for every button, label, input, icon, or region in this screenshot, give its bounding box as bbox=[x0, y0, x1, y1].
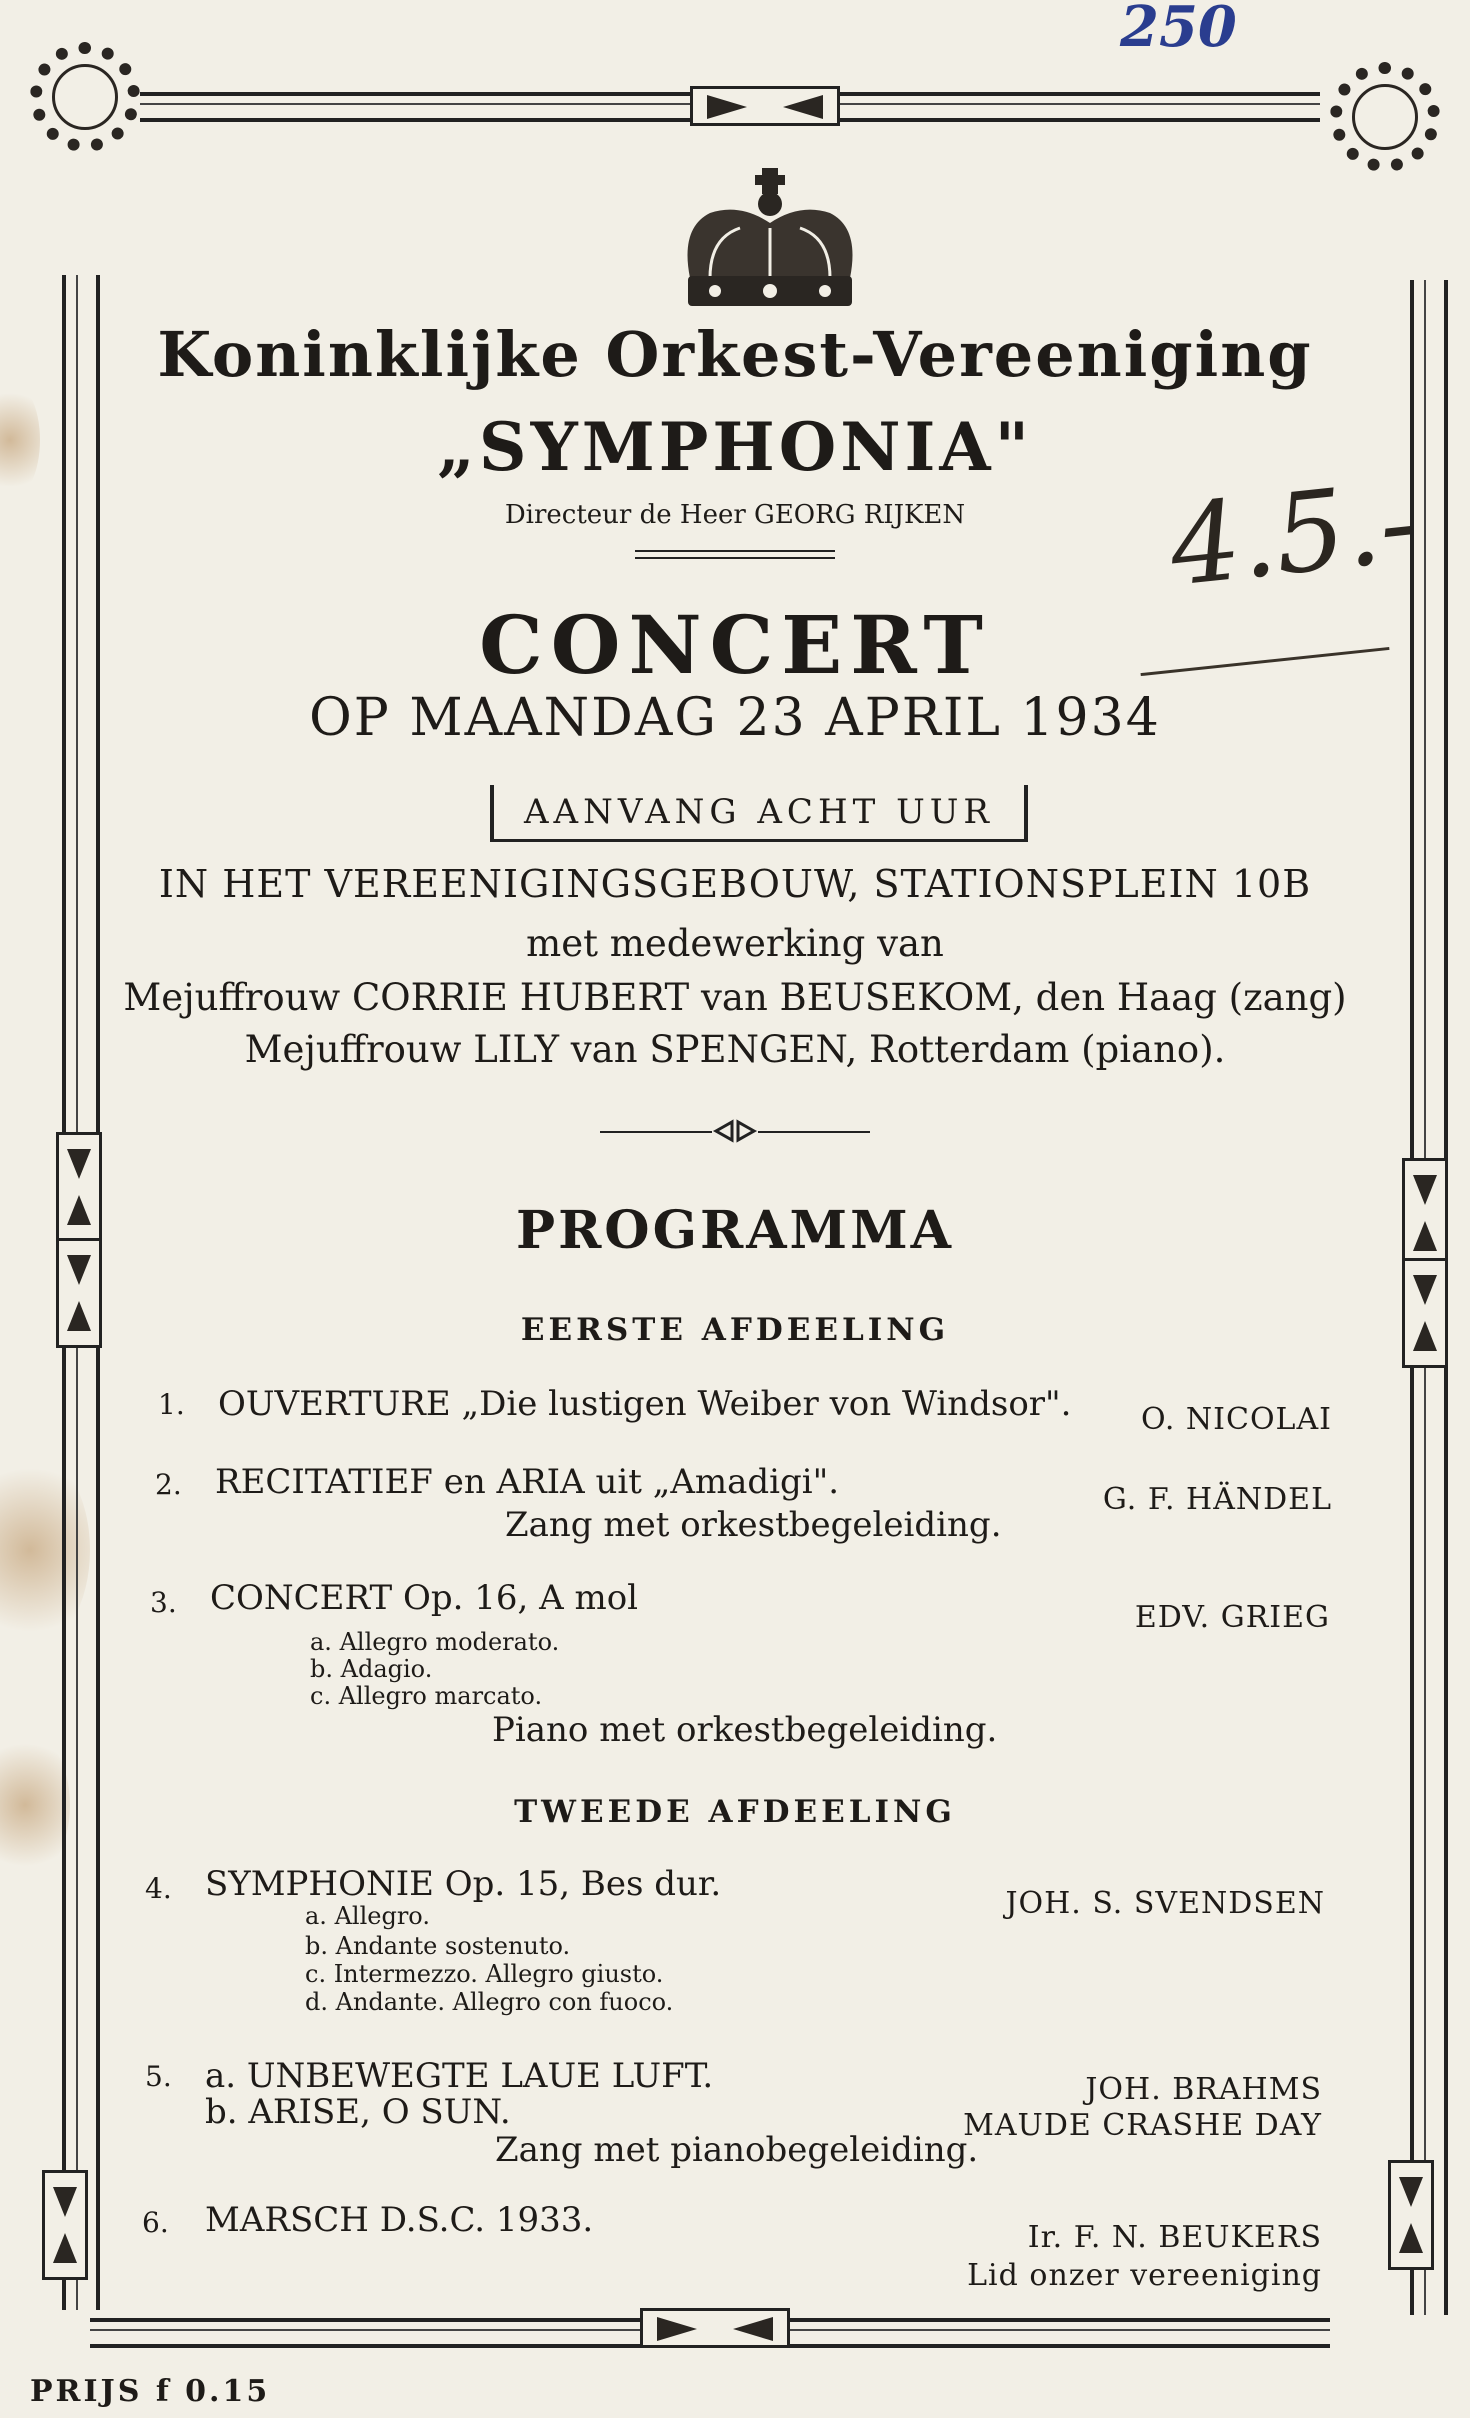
wreath-ornament-right bbox=[1330, 62, 1440, 172]
item-title: CONCERT Op. 16, A mol bbox=[210, 1578, 639, 1618]
item-number: 4. bbox=[145, 1872, 172, 1905]
item-note: Piano met orkestbegeleiding. bbox=[492, 1710, 998, 1750]
movement: b. Adagio. bbox=[310, 1655, 433, 1683]
movement: c. Intermezzo. Allegro giusto. bbox=[305, 1960, 664, 1988]
item-composer: EDV. GRIEG bbox=[1134, 1600, 1330, 1635]
item-composer: G. F. HÄNDEL bbox=[1102, 1482, 1332, 1517]
divider-ornament-icon bbox=[712, 1118, 758, 1144]
item-number: 1. bbox=[158, 1388, 185, 1421]
handwritten-price: 4.5.- bbox=[1163, 457, 1424, 611]
item-title: RECITATIEF en ARIA uit „Amadigi". bbox=[215, 1462, 840, 1502]
left-bottom-ornament bbox=[42, 2170, 88, 2280]
start-time-box: AANVANG ACHT UUR bbox=[490, 785, 1028, 842]
top-center-ornament bbox=[690, 86, 840, 126]
orchestra-title: „SYMPHONIA" bbox=[436, 408, 1034, 486]
movement: b. Andante sostenuto. bbox=[305, 1932, 571, 1960]
item-number: 5. bbox=[145, 2060, 172, 2093]
item-title: SYMPHONIE Op. 15, Bes dur. bbox=[205, 1864, 722, 1904]
item-number: 6. bbox=[142, 2206, 169, 2239]
item-composer: JOH. BRAHMS bbox=[1085, 2072, 1322, 2107]
part-two-heading: TWEEDE AFDEELING bbox=[514, 1794, 956, 1830]
item-number: 3. bbox=[150, 1586, 177, 1619]
item-composer: JOH. S. SVENDSEN bbox=[1005, 1886, 1325, 1921]
item-number: 2. bbox=[155, 1468, 182, 1501]
wreath-ornament-left bbox=[30, 42, 140, 152]
performer-line: Mejuffrouw CORRIE HUBERT van BEUSEKOM, den Haag (zang) bbox=[123, 976, 1347, 1019]
collaboration-line: met medewerking van bbox=[526, 922, 944, 965]
movement: a. Allegro moderato. bbox=[310, 1628, 560, 1656]
right-bottom-ornament bbox=[1388, 2160, 1434, 2270]
movement: a. Allegro. bbox=[305, 1902, 430, 1930]
bottom-center-ornament bbox=[640, 2308, 790, 2348]
divider-rule bbox=[635, 557, 835, 559]
venue-line: IN HET VEREENIGINGSGEBOUW, STATIONSPLEIN 10B bbox=[158, 862, 1312, 906]
item-note: Zang met pianobegeleiding. bbox=[495, 2130, 979, 2170]
item-title: b. ARISE, O SUN. bbox=[205, 2092, 511, 2132]
item-note: Zang met orkestbegeleiding. bbox=[505, 1505, 1002, 1545]
item-title: OUVERTURE „Die lustigen Weiber von Windsor". bbox=[218, 1384, 1072, 1424]
movement: c. Allegro marcato. bbox=[310, 1682, 543, 1710]
concert-title: CONCERT bbox=[479, 598, 991, 692]
programme-title: PROGRAMMA bbox=[515, 1200, 955, 1261]
orchestra-name: Koninklijke Orkest-Vereeniging bbox=[157, 318, 1313, 391]
crown-icon bbox=[670, 168, 870, 318]
price-label: PRIJS f 0.15 bbox=[30, 2374, 271, 2409]
concert-date: OP MAANDAG 23 APRIL 1934 bbox=[309, 688, 1161, 748]
performer-line: Mejuffrouw LILY van SPENGEN, Rotterdam (piano). bbox=[244, 1028, 1226, 1071]
movement: d. Andante. Allegro con fuoco. bbox=[305, 1988, 674, 2016]
item-composer-note: Lid onzer vereeniging bbox=[967, 2258, 1322, 2293]
item-composer: O. NICOLAI bbox=[1141, 1402, 1332, 1437]
part-one-heading: EERSTE AFDEELING bbox=[520, 1312, 950, 1348]
item-composer: MAUDE CRASHE DAY bbox=[963, 2108, 1322, 2143]
handwritten-code: 250 bbox=[1120, 0, 1237, 60]
divider-rule bbox=[635, 550, 835, 552]
item-title: MARSCH D.S.C. 1933. bbox=[205, 2200, 594, 2240]
director-line: Directeur de Heer GEORG RIJKEN bbox=[504, 500, 966, 530]
item-composer: Ir. F. N. BEUKERS bbox=[1027, 2220, 1322, 2255]
item-title: a. UNBEWEGTE LAUE LUFT. bbox=[205, 2056, 714, 2096]
